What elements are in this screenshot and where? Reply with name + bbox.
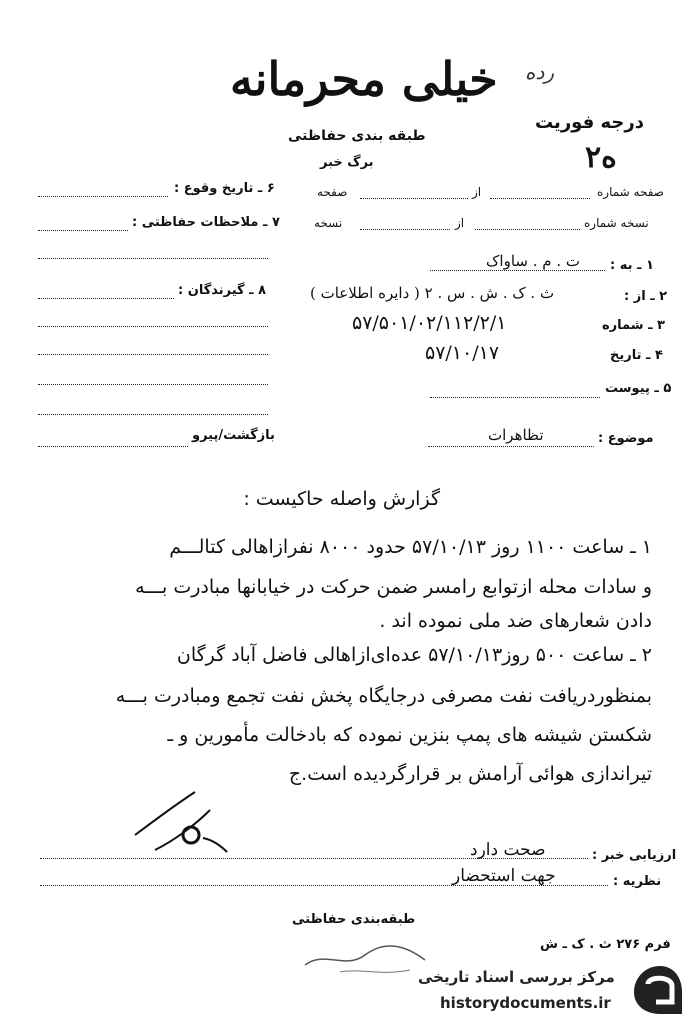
- security-notes-field: [38, 230, 128, 231]
- copy-total-field: [360, 229, 450, 230]
- page-number-field: [490, 198, 590, 199]
- body-line: بمنظوردریافت نفت مصرفی درجایگاه پخش نفت تجمع ومبادرت بـــه: [115, 685, 652, 707]
- archive-logo-icon: [630, 962, 690, 1018]
- event-date-field: [38, 196, 168, 197]
- reference-label: بازگشت/پیرو: [192, 428, 275, 443]
- body-line: تیراندازی هوائی آرامش بر قرارگردیده است.ج: [288, 763, 652, 785]
- handwritten-mark: [300, 940, 430, 980]
- from-value: ث . ک . ش . س . ۲ ( دایره اطلاعات ): [310, 284, 555, 302]
- recipients-line-4: [38, 384, 268, 385]
- classification-stamp: خیلی محرمانه: [230, 52, 498, 106]
- opinion-field: [40, 885, 608, 886]
- copy-label: نسخه: [314, 216, 343, 230]
- report-title: گزارش واصله حاکیست :: [243, 488, 440, 510]
- body-line: ۱ ـ ساعت ۱۱۰۰ روز ۵۷/۱۰/۱۳ حدود ۸۰۰۰ نفرازاهالی کتالـــم: [169, 536, 652, 558]
- page-total-field: [360, 198, 468, 199]
- to-field: [430, 270, 605, 271]
- subject-value: تظاهرات: [488, 426, 544, 444]
- evaluation-label: ارزیابی خبر :: [592, 848, 677, 863]
- attachment-label: ۵ ـ پیوست: [605, 381, 672, 396]
- urgency-value: ۲ه: [585, 140, 617, 175]
- opinion-value: جهت استحضار: [452, 866, 556, 886]
- page-number-label: صفحه شماره: [597, 185, 664, 199]
- watermark-url: historydocuments.ir: [440, 994, 611, 1012]
- evaluation-value: صحت دارد: [470, 840, 546, 860]
- subject-label: موضوع :: [598, 431, 654, 446]
- to-label: ۱ ـ به :: [610, 258, 654, 273]
- footer-security-label: طبقه‌بندی حفاظتی: [292, 912, 416, 927]
- recipients-label: ۸ ـ گیرندگان :: [178, 283, 267, 298]
- security-notes-label: ۷ ـ ملاحظات حفاظتی :: [132, 215, 280, 230]
- number-value: ۵۷/۵۰۱/۰۲/۱۱۲/۲/۱: [352, 312, 507, 334]
- security-notes-line: [38, 258, 268, 259]
- event-date-label: ۶ ـ تاریخ وقوع :: [174, 181, 275, 196]
- date-label: ۴ ـ تاریخ: [610, 348, 663, 363]
- body-line: ۲ ـ ساعت ۵۰۰ روز۵۷/۱۰/۱۳ عده‌ای‌ازاهالی فاضل آباد گرگان: [176, 644, 652, 666]
- to-value: ت . م . ساواک: [486, 252, 580, 270]
- from-label: ۲ ـ از :: [624, 289, 668, 304]
- page-from-label: از: [472, 185, 482, 199]
- form-number: فرم ۲۷۶ ث . ک ـ ش: [540, 937, 671, 952]
- recipients-line-3: [38, 354, 268, 355]
- news-sheet-label: برگ خبر: [320, 155, 374, 170]
- watermark-text: مرکز بررسی اسناد تاریخی: [418, 968, 615, 986]
- security-classification-label: طبقه بندی حفاظتی: [288, 128, 426, 144]
- recipients-line-5: [38, 414, 268, 415]
- recipients-line-2: [38, 326, 268, 327]
- recipients-line-1: [38, 298, 174, 299]
- body-line: و سادات محله ازتوابع رامسر ضمن حرکت در خیابانها مبادرت بـــه: [135, 576, 652, 598]
- number-label: ۳ ـ شماره: [602, 318, 665, 333]
- copy-from-label: از: [455, 216, 465, 230]
- urgency-label: درجه فوریت: [535, 112, 645, 133]
- evaluation-field: [40, 858, 588, 859]
- classification-prefix: رده: [525, 60, 555, 84]
- date-value: ۵۷/۱۰/۱۷: [425, 342, 500, 364]
- reference-field: [38, 446, 188, 447]
- attachment-field: [430, 397, 600, 398]
- page-label: صفحه: [317, 185, 348, 199]
- copy-number-field: [475, 229, 580, 230]
- body-line: شکستن شیشه های پمپ بنزین نموده که بادخالت مأمورین و ـ: [167, 724, 652, 746]
- body-line: دادن شعارهای ضد ملی نموده اند .: [379, 610, 652, 632]
- opinion-label: نظریه :: [613, 874, 662, 889]
- copy-number-label: نسخه شماره: [584, 216, 649, 230]
- subject-field: [428, 446, 594, 447]
